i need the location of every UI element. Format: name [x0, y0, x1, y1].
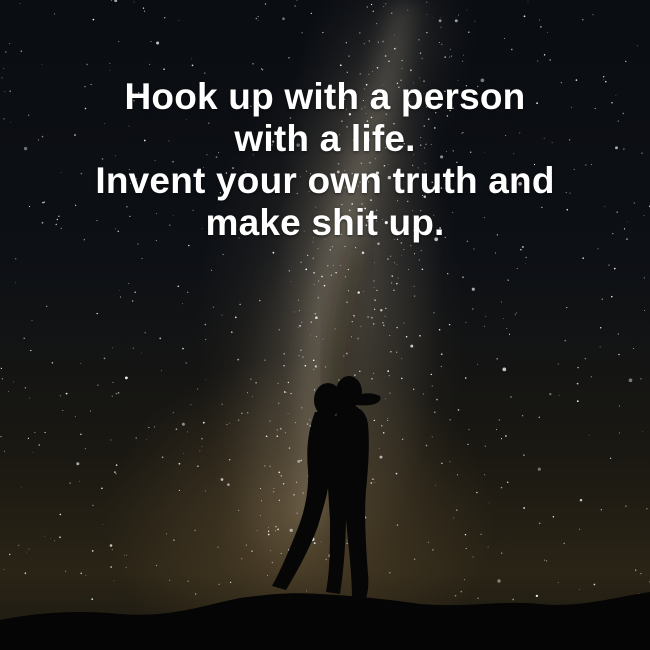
quote-line-3: Invent your own truth and — [95, 160, 555, 201]
quote-line-4: make shit up. — [205, 202, 445, 243]
quote-line-1: Hook up with a person — [124, 76, 526, 117]
couple-silhouette — [272, 376, 381, 598]
quote-line-2: with a life. — [234, 118, 416, 159]
hill-silhouette — [0, 592, 650, 650]
